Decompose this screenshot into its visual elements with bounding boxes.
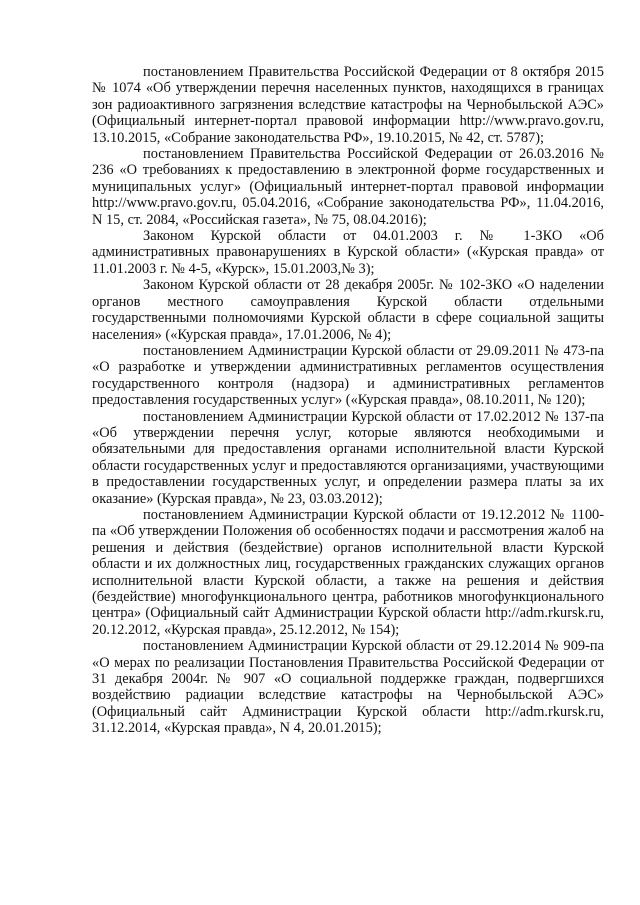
legal-act-paragraph: Законом Курской области от 28 декабря 2005г. № 102-ЗКО «О наделении органов местного самоуправления Курской области отдельными государственными полномочиями Курской области в сфере социальной защиты населения» («Курская правда», 17.01.2006, № 4); <box>92 277 604 343</box>
legal-act-paragraph: постановлением Администрации Курской области от 29.09.2011 № 473-па «О разработке и утверждении административных регламентов осуществления государственного контроля (надзора) и административных регламентов предоставления государственных услуг» («Курская правда», 08.10.2011, № 120); <box>92 342 604 409</box>
legal-act-paragraph: постановлением Администрации Курской области от 19.12.2012 № 1100-па «Об утверждении Положения об особенностях подачи и рассмотрения жалоб на решения и действия (бездействие) органов исполнительной власти Курской области и их должностных лиц, государственных гражданских служащих органов исполнительной власти Курской области, а также на решения и действия (бездействие) многофункционального центра, работников многофункционального центра» (Официальный сайт Администрации Курской области http://adm.rkursk.ru, 20.12.2012, «Курская правда», 25.12.2012, № 154); <box>92 506 604 638</box>
legal-act-paragraph: постановлением Администрации Курской области от 29.12.2014 № 909-па «О мерах по реализации Постановления Правительства Российской Федерации от 31 декабря 2004г. № 907 «О социальной поддержке граждан, подвергшихся воздействию радиации вследствие катастрофы на Чернобыльской АЭС» (Официальный сайт Администрации Курской области http://adm.rkursk.ru, 31.12.2014, «Курская правда», N 4, 20.01.2015); <box>92 638 604 737</box>
legal-act-paragraph: Законом Курской области от 04.01.2003 г. № 1-ЗКО «Об административных правонарушениях в Курской области» («Курская правда» от 11.01.2003 г. № 4-5, «Курск», 15.01.2003,№ 3); <box>92 228 604 277</box>
document-body <box>92 64 604 737</box>
legal-act-paragraph: постановлением Администрации Курской области от 17.02.2012 № 137-па «Об утверждении перечня услуг, которые являются необходимыми и обязательными для предоставления органами исполнительной власти Курской области государственных услуг и предоставляются организациями, участвующими в предоставлении государственных услуг, и определении размера платы за их оказание» (Курская правда», № 23, 03.03.2012); <box>92 408 604 507</box>
legal-act-paragraph: постановлением Правительства Российской Федерации от 26.03.2016 № 236 «О требованиях к предоставлению в электронной форме государственных и муниципальных услуг» (Официальный интернет-портал правовой информации http://www.pravo.gov.ru, 05.04.2016, «Собрание законодательства РФ», 11.04.2016, N 15, ст. 2084, «Российская газета», № 75, 08.04.2016); <box>92 146 604 228</box>
legal-act-paragraph: постановлением Правительства Российской Федерации от 8 октября 2015 № 1074 «Об утверждении перечня населенных пунктов, находящихся в границах зон радиоактивного загрязнения вследствие катастрофы на Чернобыльской АЭС» (Официальный интернет-портал правовой информации http://www.pravo.gov.ru, 13.10.2015, «Собрание законодательства РФ», 19.10.2015, № 42, ст. 5787); <box>92 64 604 146</box>
